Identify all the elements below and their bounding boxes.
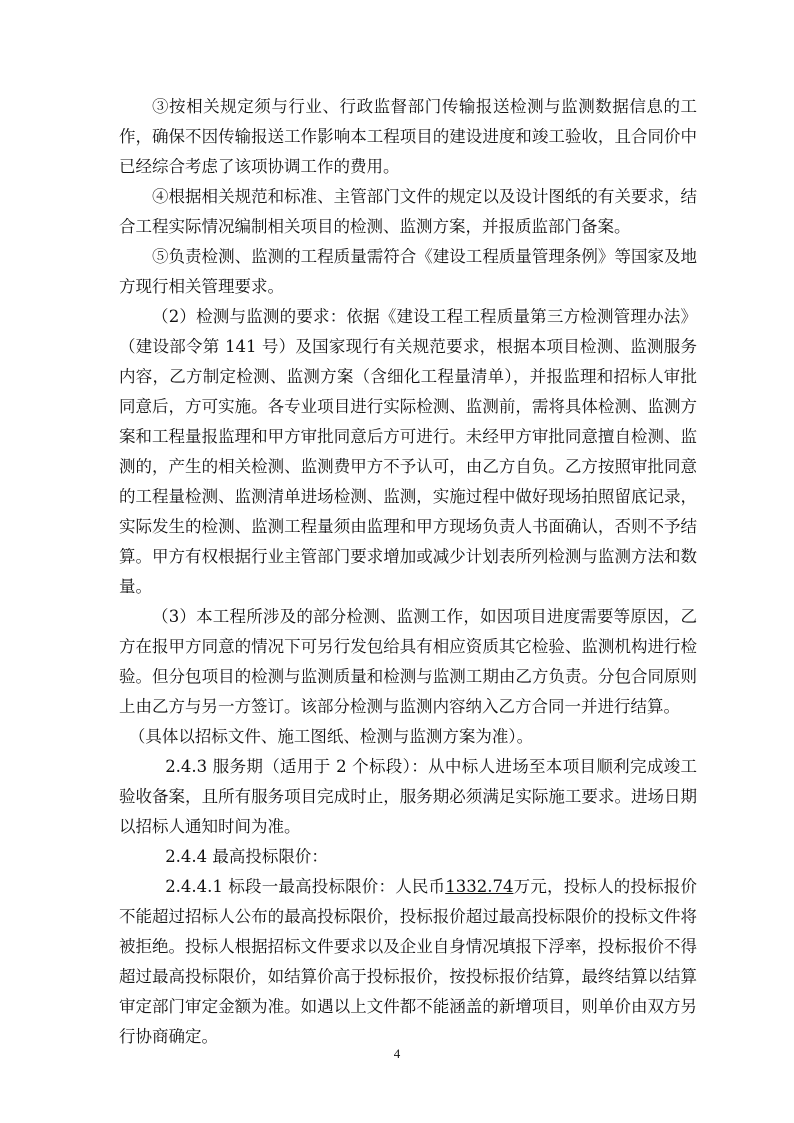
paragraph-item-3: ③按相关规定须与行业、行政监督部门传输报送检测与监测数据信息的工作，确保不因传输报送工作影响本工程项目的建设进度和竣工验收，且合同价中已经综合考虑了该项协调工作的费用。 [119,97,697,176]
paragraph-service-period: 2.4.3 服务期（适用于 2 个标段）：从中标人进场至本项目顺利完成竣工验收备案，且所有服务项目完成时止，服务期必须满足实际施工要求。进场日期以招标人通知时间为准。 [119,757,697,836]
price-amount: 1332.74 [445,877,514,896]
section-heading-max-bid-price: 2.4.4 最高投标限价： [165,847,328,866]
paragraph-note: （具体以招标文件、施工图纸、检测与监测方案为准）。 [128,727,534,746]
paragraph-max-bid-price-lot-one [119,872,697,1052]
price-rules-text: 万元，投标人的投标报价不能超过招标人公布的最高投标限价，投标报价超过最高投标限价的投标文件将被拒绝。投标人根据招标文件要求以及企业自身情况填报下浮率，投标报价不得超过最高投标限价，如结算价高于投标报价，按投标报价结算，最终结算以结算审定部门审定金额为准。如遇以上文件都不能涵盖的新增项目，则单价由双方另行协商确定。 [119,877,697,1046]
price-intro-text: 2.4.4.1 标段一最高投标限价：人民币 [165,877,446,896]
paragraph-item-4: ④根据相关规范和标准、主管部门文件的规定以及设计图纸的有关要求，结合工程实际情况编制相关项目的检测、监测方案，并报质监部门备案。 [119,187,697,236]
paragraph-detection-requirements: （2）检测与监测的要求：依据《建设工程工程质量第三方检测管理办法》（建设部令第 141 号）及国家现行有关规范要求，根据本项目检测、监测服务内容，乙方制定检测、监测方案（含细化工程量清单），并报监理和招标人审批同意后，方可实施。各专业项目进行实际检测、监测前，需将具体检测、监测方案和工程量报监理和甲方审批同意后方可进行。未经甲方审批同意擅自检测、监测的，产生的相关检测、监测费甲方不予认可，由乙方自负。乙方按照审批同意的工程量检测、监测清单进场检测、监测，实施过程中做好现场拍照留底记录，实际发生的检测、监测工程量须由监理和甲方现场负责人书面确认，否则不予结算。甲方有权根据行业主管部门要求增加或减少计划表所列检测与监测方法和数量。 [119,307,697,596]
page-number: 4 [393,1046,401,1061]
paragraph-subcontracting: （3）本工程所涉及的部分检测、监测工作，如因项目进度需要等原因，乙方在报甲方同意的情况下可另行发包给具有相应资质其它检验、监测机构进行检验。但分包项目的检测与监测质量和检测与监测工期由乙方负责。分包合同原则上由乙方与另一方签订。该部分检测与监测内容纳入乙方合同一并进行结算。 [119,607,697,716]
document-body [119,92,697,1052]
paragraph-item-5: ⑤负责检测、监测的工程质量需符合《建设工程质量管理条例》等国家及地方现行相关管理要求。 [119,247,697,296]
